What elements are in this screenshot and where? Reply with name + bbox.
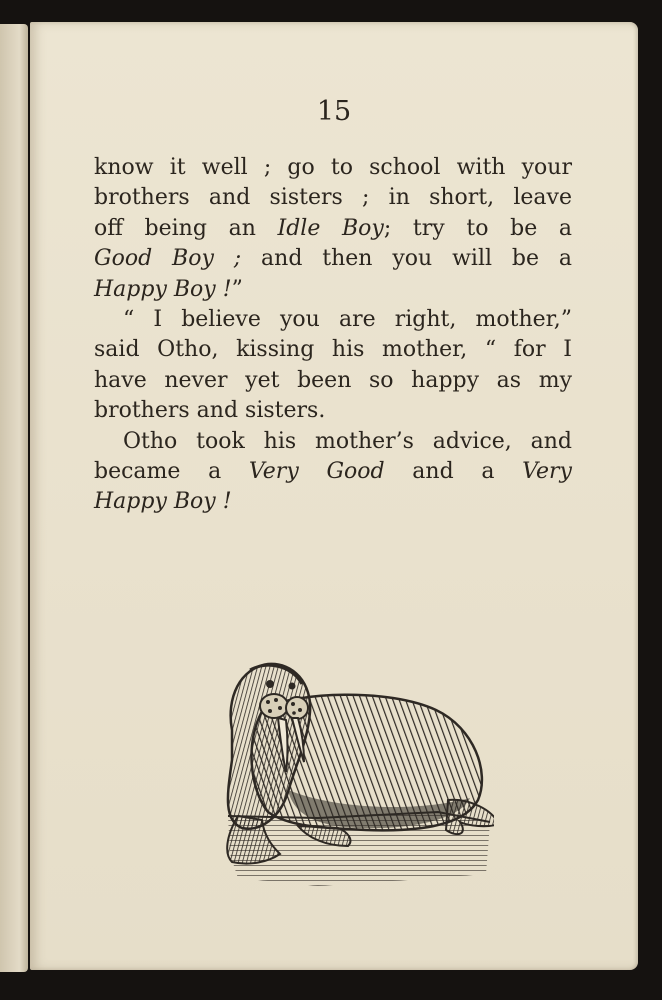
text-line [94,305,572,335]
text-line [94,153,572,183]
text-line [94,457,572,487]
body-text [94,153,572,518]
italic-text: Happy Boy ! [94,276,232,302]
text-segment: became a [94,458,249,484]
text-segment: said Otho, kissing his mother, “ for I [94,337,572,363]
text-segment: and a [384,458,523,484]
text-segment: ; try to be a [383,215,572,241]
italic-text: Good Boy ; [94,246,242,272]
text-line [94,396,572,426]
left-page-edge [0,24,28,972]
text-line [94,366,572,396]
text-line [94,427,572,457]
text-segment: off being an [94,215,278,241]
text-segment: and then you will be a [241,246,572,272]
italic-text: Happy Boy ! [94,489,232,515]
text-segment: brothers and sisters. [94,398,326,424]
text-segment: ” [231,276,243,302]
book-page [30,22,638,970]
text-segment: brothers and sisters ; in short, leave [94,185,572,211]
walrus-illustration [198,640,494,892]
text-segment: “ I believe you are right, mother,” [123,306,572,332]
italic-text: Idle Boy [277,215,384,241]
text-line [94,335,572,365]
text-line [94,244,572,274]
italic-text: Very [522,458,572,484]
page-number: 15 [316,96,352,127]
text-segment: know it well ; go to school with your [94,155,572,180]
text-line [94,183,572,213]
text-line [94,487,572,517]
italic-text: Very Good [248,458,385,484]
text-line [94,214,572,244]
text-segment: Otho took his mother’s advice, and [123,428,572,454]
text-line [94,275,572,305]
text-segment: have never yet been so happy as my [94,367,572,393]
